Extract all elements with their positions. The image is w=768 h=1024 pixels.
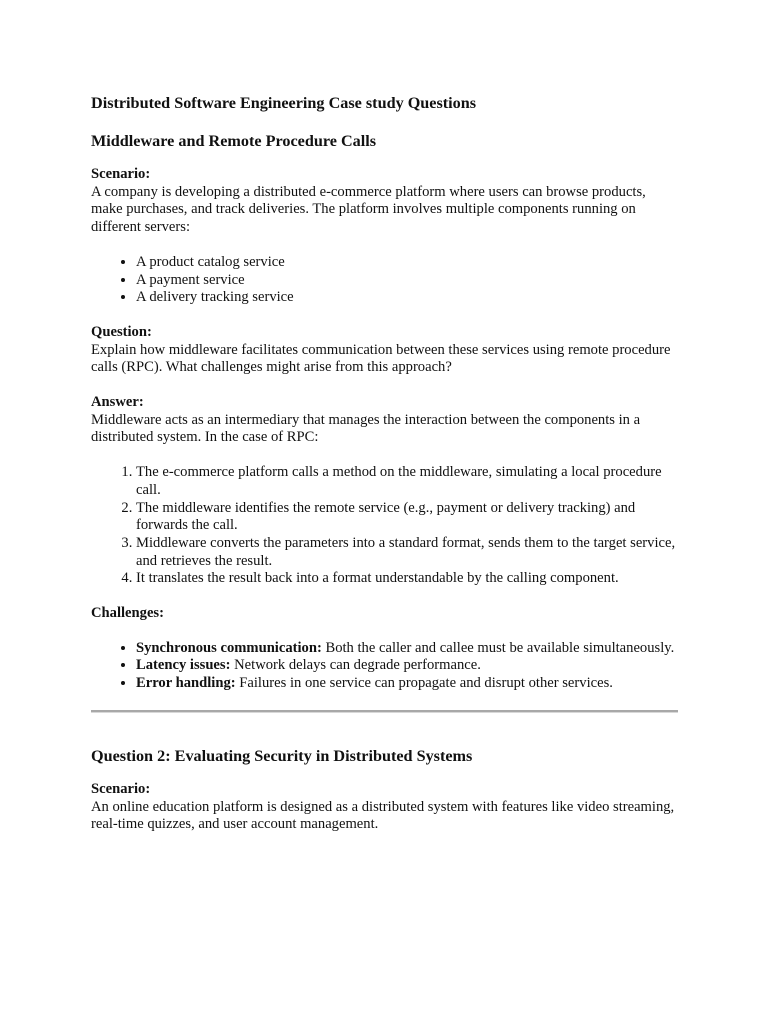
- rpc-steps-list: [91, 464, 681, 588]
- challenge-text: Both the caller and callee must be available simultaneously.: [321, 639, 675, 656]
- list-item: [136, 675, 681, 693]
- scenario-label: Scenario:: [91, 166, 151, 182]
- list-item: 1. The e-commerce platform calls a method on the middleware, simulating a local procedure call.: [136, 464, 681, 499]
- challenges-block: [91, 605, 681, 623]
- components-list: [91, 254, 681, 307]
- challenges-list: [91, 640, 681, 693]
- document-title: Distributed Software Engineering Case study Questions: [91, 94, 477, 112]
- challenge-text: Failures in one service can propagate and disrupt other services.: [235, 675, 613, 692]
- challenges-label: Challenges:: [91, 605, 164, 622]
- list-item: • A delivery tracking service: [136, 289, 681, 307]
- challenge-term: Error handling:: [136, 675, 236, 692]
- challenge-term: Latency issues:: [136, 657, 231, 674]
- answer-label: Answer:: [91, 394, 144, 411]
- scenario-text: A company is developing a distributed e-commerce platform where users can browse products, make purchases, and track deliveries. The platform involves multiple components running on different servers:: [91, 183, 646, 236]
- horizontal-divider: [91, 710, 678, 713]
- list-item: 3. Middleware converts the parameters into a standard format, sends them to the target service, and retrieves the result.: [136, 535, 681, 570]
- answer-text: Middleware acts as an intermediary that manages the interaction between the components in a distributed system. In the case of RPC:: [91, 411, 641, 446]
- list-item: [136, 657, 681, 675]
- scenario-block-2: [91, 781, 681, 834]
- challenge-term: Synchronous communication:: [136, 639, 322, 656]
- section-heading-middleware: Middleware and Remote Procedure Calls: [91, 132, 377, 150]
- scenario-text: An online education platform is designed as a distributed system with features like video streaming, real-time quizzes, and user account management.: [91, 798, 675, 833]
- list-item: • A product catalog service: [136, 254, 681, 272]
- list-item: 4. It translates the result back into a format understandable by the calling component.: [136, 570, 681, 588]
- document-page: [91, 91, 681, 834]
- challenge-text: Network delays can degrade performance.: [230, 657, 481, 674]
- question-label: Question:: [91, 323, 152, 340]
- list-item: [136, 640, 681, 658]
- question-block: [91, 324, 681, 377]
- section-heading-question-2: Question 2: Evaluating Security in Distributed Systems: [91, 746, 473, 765]
- scenario-label: Scenario:: [91, 780, 151, 797]
- answer-block: [91, 394, 681, 447]
- scenario-block: [91, 166, 681, 237]
- question-text: Explain how middleware facilitates communication between these services using remote procedure calls (RPC). What challenges might arise from this approach?: [91, 341, 671, 376]
- list-item: 2. The middleware identifies the remote service (e.g., payment or delivery tracking) and forwards the call.: [136, 500, 681, 535]
- list-item: • A payment service: [136, 272, 681, 290]
